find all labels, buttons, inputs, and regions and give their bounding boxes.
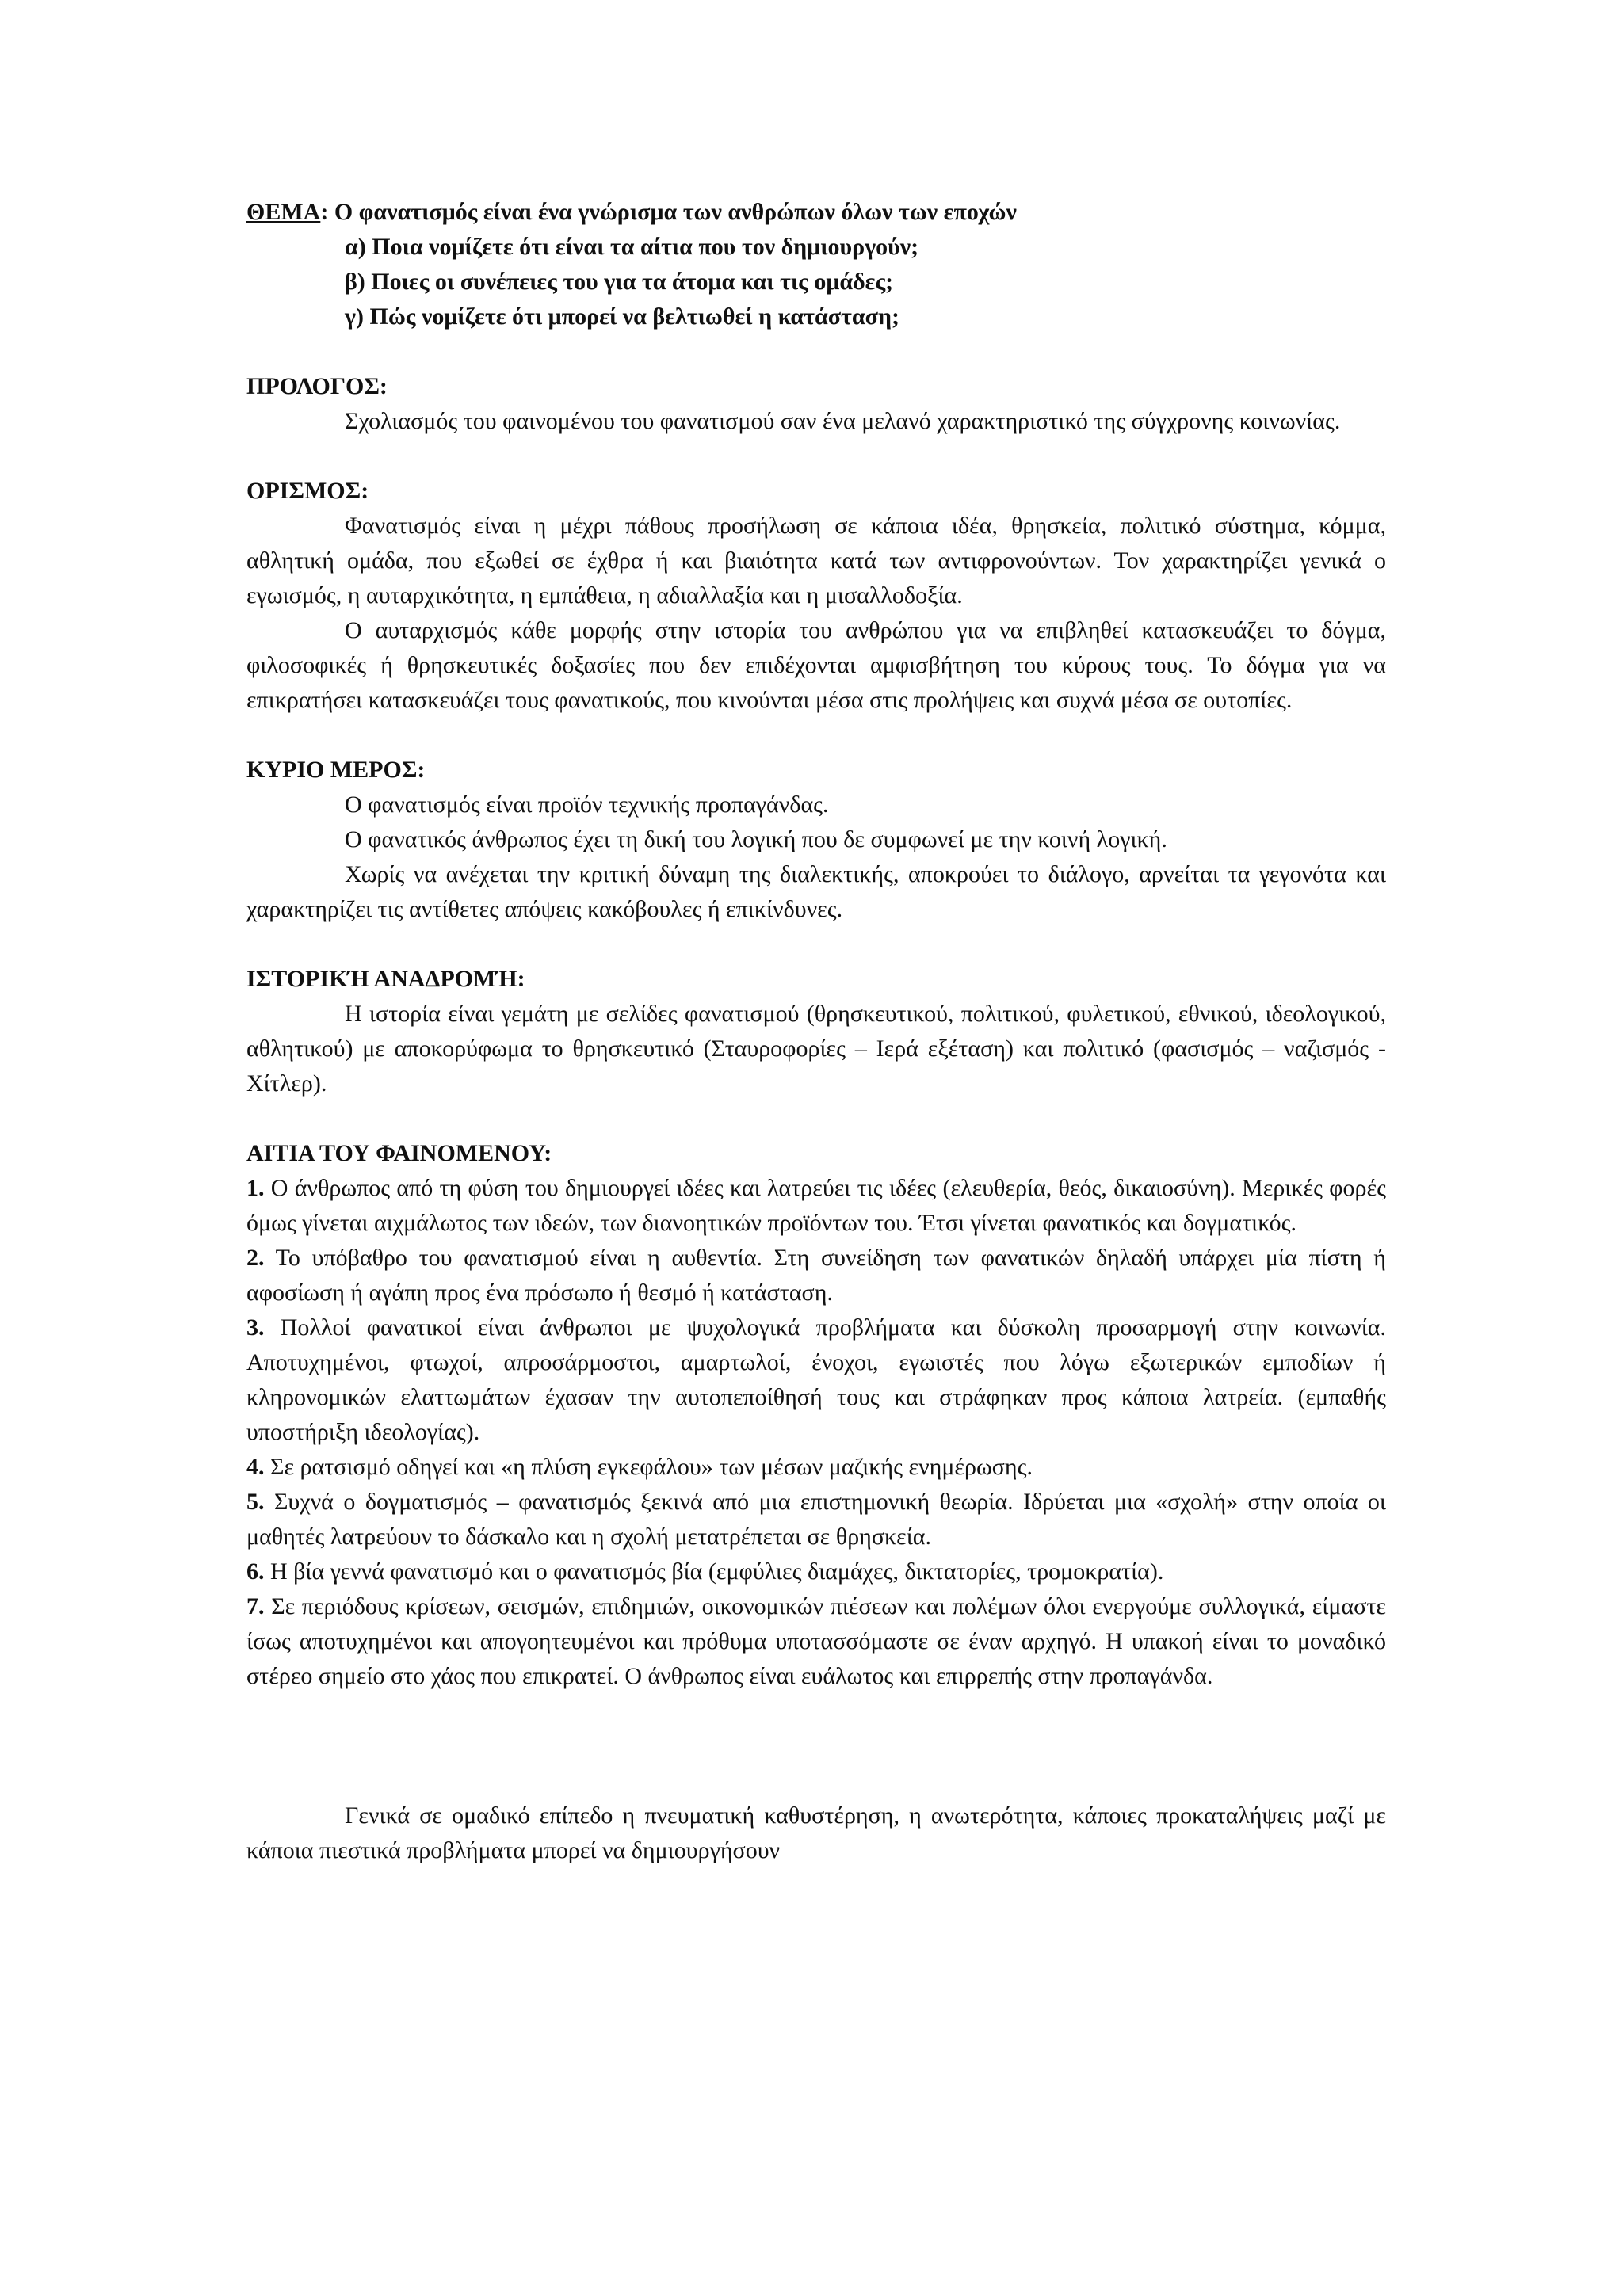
prologue-paragraph: Σχολιασμός του φαινομένου του φανατισμού σαν ένα μελανό χαρακτηριστικό της σύγχρονης κοινωνίας. (345, 408, 1341, 434)
section-definition (246, 474, 1386, 718)
cause-item (246, 1450, 1386, 1485)
topic-label: ΘΕΜΑ (246, 199, 321, 225)
cause-item (246, 1589, 1386, 1694)
section-heading-main-body: ΚΥΡΙΟ ΜΕΡΟΣ: (246, 757, 426, 783)
closing-paragraph: Γενικά σε ομαδικό επίπεδο η πνευματική καθυστέρηση, η ανωτερότητα, κάποιες προκαταλήψεις μαζί με κάποια πιεστικά προβλήματα μπορεί να δημιουργήσουν (246, 1802, 1386, 1863)
section-history (246, 962, 1386, 1101)
history-paragraph: Η ιστορία είναι γεμάτη με σελίδες φανατισμού (θρησκευτικού, πολιτικού, φυλετικού, εθνικού, ιδεολογικού, αθλητικού) με αποκορύφωμα το θρησκευτικό (Σταυροφορίες – Ιερά εξέταση) και πολιτικό (φασισμός – ναζισμός - Χίτλερ). (246, 1001, 1386, 1097)
definition-paragraph: Φανατισμός είναι η μέχρι πάθους προσήλωση σε κάποια ιδέα, θρησκεία, πολιτικό σύστημα, κόμμα, αθλητική ομάδα, που εξωθεί σε έχθρα ή και βιαιότητα κατά των αντιφρονούντων. Τον χαρακτηρίζει γενικά ο εγωισμός, η αυταρχικότητα, η εμπάθεια, η αδιαλλαξία και η μισαλλοδοξία. (246, 513, 1386, 608)
section-causes (246, 1136, 1386, 1694)
section-main-body (246, 753, 1386, 927)
main-body-paragraph: Ο φανατικός άνθρωπος έχει τη δική του λογική που δε συμφωνεί με την κοινή λογική. (345, 826, 1167, 852)
section-prologue (246, 369, 1386, 439)
cause-item (246, 1554, 1386, 1589)
topic-question-a: α) Ποια νομίζετε ότι είναι τα αίτια που τον δημιουργούν; (345, 234, 919, 260)
cause-text: Σε ρατσισμό οδηγεί και «η πλύση εγκεφάλου» των μέσων μαζικής ενημέρωσης. (264, 1454, 1033, 1480)
topic-text: Ο φανατισμός είναι ένα γνώρισμα των ανθρώπων όλων των εποχών (328, 199, 1017, 225)
cause-item (246, 1485, 1386, 1554)
topic-question-b: β) Ποιες οι συνέπειες του για τα άτομα και τις ομάδες; (345, 269, 894, 295)
cause-item (246, 1241, 1386, 1310)
cause-text: Σε περιόδους κρίσεων, σεισμών, επιδημιών, οικονομικών πιέσεων και πολέμων όλοι ενεργούμε συλλογικά, είμαστε ίσως αποτυχημένοι και απογοητευμένοι και πρόθυμα υποτασσόμαστε σε έναν αρχηγό. Η υπακοή είναι το μοναδικό στέρεο σημείο στο χάος που επικρατεί. Ο άνθρωπος είναι ευάλωτος και επιρρεπής στην προπαγάνδα. (246, 1593, 1386, 1689)
cause-text: Συχνά ο δογματισμός – φανατισμός ξεκινά από μια επιστημονική θεωρία. Ιδρύεται μια «σχολή» στην οποία οι μαθητές λατρεύουν το δάσκαλο και η σχολή μετατρέπεται σε θρησκεία. (246, 1489, 1386, 1550)
section-heading-history: ΙΣΤΟΡΙΚΉ ΑΝΑΔΡΟΜΉ: (246, 966, 525, 992)
cause-number: 6. (246, 1558, 265, 1585)
cause-number: 7. (246, 1593, 265, 1619)
cause-item (246, 1171, 1386, 1241)
topic-question-c: γ) Πώς νομίζετε ότι μπορεί να βελτιωθεί η κατάσταση; (345, 303, 899, 330)
section-heading-prologue: ΠΡΟΛΟΓΟΣ: (246, 373, 388, 399)
cause-item (246, 1310, 1386, 1450)
cause-number: 5. (246, 1489, 265, 1515)
cause-number: 1. (246, 1175, 265, 1201)
closing-section (246, 1798, 1386, 1868)
main-body-paragraph: Ο φανατισμός είναι προϊόν τεχνικής προπαγάνδας. (345, 791, 829, 818)
definition-paragraph: Ο αυταρχισμός κάθε μορφής στην ιστορία του ανθρώπου για να επιβληθεί κατασκευάζει το δόγμα, φιλοσοφικές ή θρησκευτικές δοξασίες που δεν επιδέχονται αμφισβήτηση του κύρους τους. Το δόγμα για να επικρατήσει κατασκευάζει τους φανατικούς, που κινούνται μέσα στις προλήψεις και συχνά μέσα σε ουτοπίες. (246, 617, 1386, 713)
document-page (246, 195, 1386, 1868)
cause-text: Η βία γεννά φανατισμό και ο φανατισμός βία (εμφύλιες διαμάχες, δικτατορίες, τρομοκρατία). (264, 1558, 1164, 1585)
topic-separator: : (320, 199, 329, 225)
topic-title (246, 195, 1386, 230)
section-heading-definition: ΟΡΙΣΜΟΣ: (246, 478, 369, 504)
cause-text: Πολλοί φανατικοί είναι άνθρωποι με ψυχολογικά προβλήματα και δύσκολη προσαρμογή στην κοινωνία. Αποτυχημένοι, φτωχοί, απροσάρμοστοι, αμαρτωλοί, ένοχοι, εγωιστές που λόγω εξωτερικών εμποδίων ή κληρονομικών ελαττωμάτων έχασαν την αυτοπεποίθησή τους και στράφηκαν προς κάποια λατρεία. (εμπαθής υποστήριξη ιδεολογίας). (246, 1314, 1386, 1445)
cause-number: 2. (246, 1245, 265, 1271)
cause-number: 3. (246, 1314, 265, 1341)
main-body-paragraph: Χωρίς να ανέχεται την κριτική δύναμη της διαλεκτικής, αποκρούει το διάλογο, αρνείται τα γεγονότα και χαρακτηρίζει τις αντίθετες απόψεις κακόβουλες ή επικίνδυνες. (246, 861, 1386, 922)
cause-number: 4. (246, 1454, 265, 1480)
section-heading-causes: ΑΙΤΙΑ ΤΟΥ ΦΑΙΝΟΜΕΝΟΥ: (246, 1140, 552, 1166)
cause-text: Το υπόβαθρο του φανατισμού είναι η αυθεντία. Στη συνείδηση των φανατικών δηλαδή υπάρχει μία πίστη ή αφοσίωση ή αγάπη προς ένα πρόσωπο ή θεσμό ή κατάσταση. (246, 1245, 1386, 1306)
cause-text: Ο άνθρωπος από τη φύση του δημιουργεί ιδέες και λατρεύει τις ιδέες (ελευθερία, θεός, δικαιοσύνη). Μερικές φορές όμως γίνεται αιχμάλωτος των ιδεών, των διανοητικών προϊόντων του. Έτσι γίνεται φανατικός και δογματικός. (246, 1175, 1386, 1236)
